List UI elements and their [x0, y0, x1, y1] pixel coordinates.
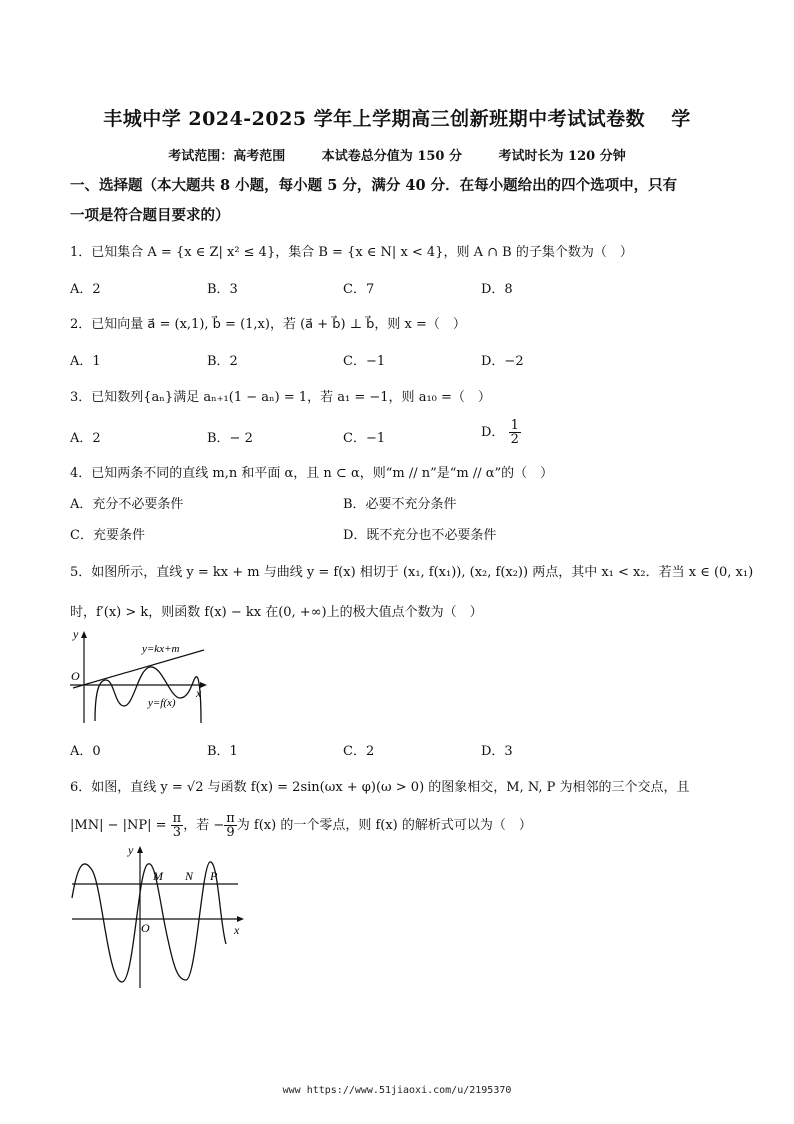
q1-option-a: A．2 — [70, 282, 101, 297]
q5-option-a: A．0 — [70, 744, 101, 759]
q3-option-c: C．−1 — [343, 431, 386, 446]
q3-option-b: B．− 2 — [207, 431, 253, 446]
q5-option-c: C．2 — [343, 744, 375, 759]
q5-y-arrow — [81, 631, 87, 638]
title-text: 丰城中学 2024-2025 学年上学期高三创新班期中考试试卷数 — [103, 108, 646, 130]
q5-label-y: y — [73, 628, 79, 641]
q6-label-y: y — [128, 843, 134, 857]
q6-fraction-1 — [171, 812, 184, 839]
q1-option-d: D．8 — [481, 282, 513, 297]
q6-stem-part-b: ，若 − — [183, 818, 225, 833]
question-6-stem-line2 — [70, 812, 532, 839]
q6-y-arrow — [137, 846, 143, 853]
q6-label-x: x — [234, 923, 240, 937]
question-5-stem-line1: 5．如图所示，直线 y = kx + m 与曲线 y = f(x) 相切于 (x₁, f(x₁)), (x₂, f(x₂)) 两点，其中 x₁ < x₂．若当 x ∈ (0, x₁) — [70, 565, 754, 580]
q5-label-x: x — [196, 686, 202, 700]
q5-option-d: D．3 — [481, 744, 513, 759]
q5-label-curve: y=f(x) — [148, 697, 176, 709]
q2-option-b: B．2 — [207, 354, 238, 369]
q6-frac1-num: π — [172, 811, 182, 826]
q2-option-d: D．−2 — [481, 354, 524, 369]
q1-option-b: B．3 — [207, 282, 238, 297]
page-title — [0, 104, 794, 131]
question-3-stem: 3．已知数列{aₙ}满足 aₙ₊₁(1 − aₙ) = 1，若 a₁ = −1，则 a₁₀ =（ ） — [70, 390, 491, 405]
q3-d-denominator: 2 — [510, 432, 519, 447]
q4-option-b: B．必要不充分条件 — [343, 497, 457, 512]
q5-label-line: y=kx+m — [142, 643, 180, 655]
q6-label-n: N — [185, 869, 194, 883]
question-5-stem-line2: 时，f′(x) > k，则函数 f(x) − kx 在(0, +∞)上的极大值点个数为（ ） — [70, 605, 483, 620]
section-heading-line1: 一、选择题（本大题共 8 小题，每小题 5 分，满分 40 分．在每小题给出的四个选项中，只有 — [70, 177, 678, 194]
q3-option-d — [481, 419, 521, 446]
q4-option-c: C．充要条件 — [70, 528, 145, 543]
exam-info — [0, 145, 794, 164]
title-subject: 学 — [671, 108, 691, 130]
q5-figure — [68, 628, 218, 728]
question-4-stem: 4．已知两条不同的直线 m,n 和平面 α，且 n ⊂ α，则“m // n”是“m // α”的（ ） — [70, 466, 554, 481]
q6-x-arrow — [237, 916, 244, 922]
q6-label-o: O — [141, 921, 150, 935]
section-heading-line2: 一项是符合题目要求的） — [70, 207, 230, 224]
q6-frac2-den: 9 — [226, 825, 235, 840]
q3-option-d-label: D． — [481, 425, 505, 440]
q1-option-c: C．7 — [343, 282, 375, 297]
q6-frac1-den: 3 — [172, 825, 182, 840]
footer-url: www https://www.51jiaoxi.com/u/2195370 — [282, 1085, 512, 1096]
q5-label-o: O — [71, 669, 80, 683]
exam-time: 考试时长为 120 分钟 — [498, 149, 626, 164]
q5-curve — [95, 667, 201, 723]
question-6-stem-line1: 6．如图，直线 y = √2 与函数 f(x) = 2sin(ωx + φ)(ω > 0) 的图象相交，M, N, P 为相邻的三个交点，且 — [70, 780, 690, 795]
q3-option-a: A．2 — [70, 431, 101, 446]
question-2-stem: 2．已知向量 a⃗ = (x,1), b⃗ = (1,x)，若 (a⃗ + b⃗) ⊥ b⃗，则 x =（ ） — [70, 317, 466, 332]
q6-stem-part-a: |MN| − |NP| = — [70, 818, 167, 833]
q2-option-a: A．1 — [70, 354, 101, 369]
q4-option-d: D．既不充分也不必要条件 — [343, 528, 497, 543]
exam-score: 本试卷总分值为 150 分 — [321, 149, 462, 164]
q6-fraction-2 — [224, 812, 237, 839]
q4-option-a: A．充分不必要条件 — [70, 497, 184, 512]
q3-option-d-fraction — [509, 419, 521, 446]
q5-option-b: B．1 — [207, 744, 238, 759]
q6-label-p: P — [210, 869, 218, 883]
question-1-stem: 1．已知集合 A = {x ∈ Z| x² ≤ 4}，集合 B = {x ∈ N| x < 4}，则 A ∩ B 的子集个数为（ ） — [70, 245, 633, 260]
q6-frac2-num: π — [226, 811, 235, 826]
exam-range: 考试范围：高考范围 — [168, 149, 286, 164]
q6-label-m: M — [153, 869, 163, 883]
q6-figure — [68, 840, 253, 990]
q2-option-c: C．−1 — [343, 354, 386, 369]
q6-stem-part-c: 为 f(x) 的一个零点，则 f(x) 的解析式可以为（ ） — [236, 818, 532, 833]
q3-d-numerator: 1 — [510, 418, 519, 433]
